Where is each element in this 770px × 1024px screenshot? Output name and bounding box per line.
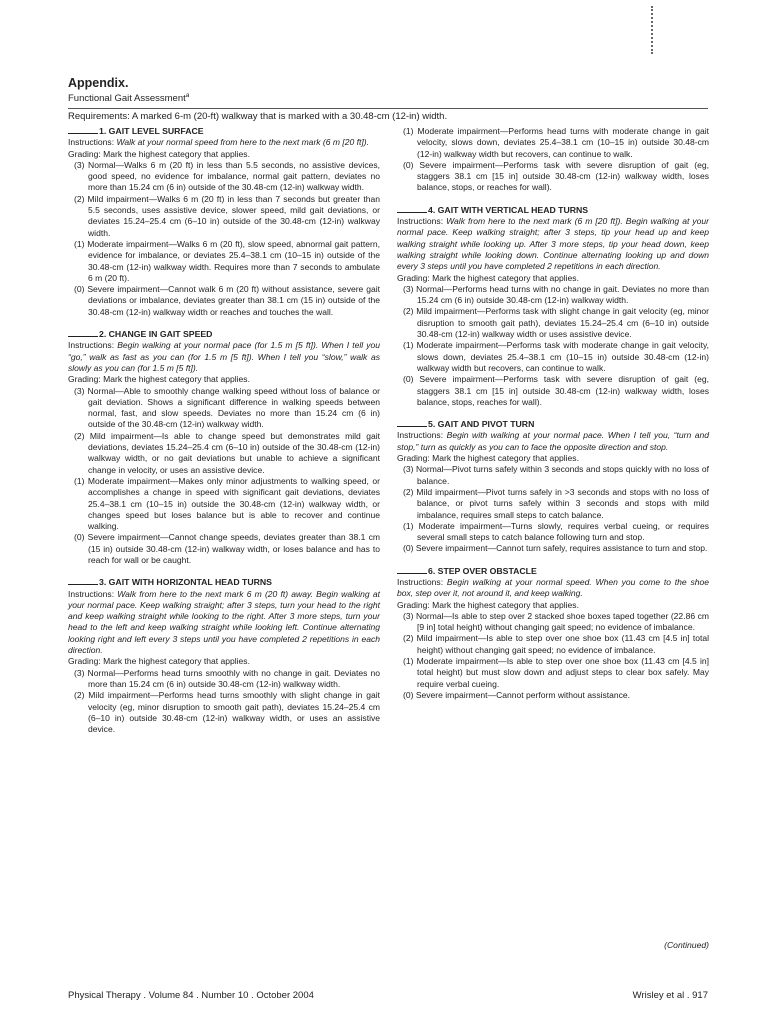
grade-level-3: (3) Normal—Performs head turns with no change in gait. Deviates no more than 15.24 cm (6 in) outside 30.48-cm (12-in) walkway width. [403, 283, 709, 306]
grade-level-3: (3) Normal—Pivot turns safely within 3 seconds and stops quickly with no loss of balance. [403, 464, 709, 486]
right-column [397, 126, 709, 701]
grading-line: Grading: Mark the highest category that applies. [397, 272, 579, 283]
grading-line: Grading: Mark the highest category that applies. [397, 599, 579, 610]
continued-label: (Continued) [664, 940, 709, 950]
grade-level-1: (1) Moderate impairment—Performs task with moderate change in gait velocity, slows down, deviates 25.4–38.1 cm (10–15 in) outside 30.48-cm (12-in) walkway width but recovers, can continue to walk. [403, 340, 709, 373]
grade-level-3: (3) Normal—Able to smoothly change walking speed without loss of balance or gait deviation. Shows a significant difference in walking speeds between normal, fast, and slow speeds. Deviates no more than 15.24 cm (6 in) outside of the 30.48-cm (12-in) walkway width. [74, 385, 380, 430]
grade-level-1: (1) Moderate impairment—Turns slowly, requires verbal cueing, or requires several small steps to catch balance following turn and stop. [403, 520, 709, 543]
footnote-marker: a [185, 92, 190, 99]
section-heading-text: 4. GAIT WITH VERTICAL HEAD TURNS [428, 204, 589, 215]
section-change-in-gait-speed [68, 329, 380, 566]
section-step-over-obstacle [397, 566, 709, 702]
grading-line: Grading: Mark the highest category that applies. [68, 656, 250, 667]
header-rule [68, 108, 708, 109]
grade-level-0: (0) Severe impairment—Cannot change speeds, deviates greater than 38.1 cm (15 in) outside 30.48-cm (12-in) walkway width, or loses balance and has to reach for wall or be caught. [74, 532, 380, 565]
grade-level-3: (3) Normal—Performs head turns smoothly with no change in gait. Deviates no more than 15.24 cm (6 in) outside 30.48-cm (12-in) walkway width. [74, 667, 380, 689]
instructions-text: Begin walking at your normal pace (for 1.5 m [5 ft]). When I tell you “go,” walk as fast as you can (for 1.5 m [5 ft]). When I tell you “slow,” walk as slowly as you can (for 1.5 m [5 ft]). [68, 340, 381, 373]
grade-level-3: (3) Normal—Walks 6 m (20 ft) in less than 5.5 seconds, no assistive devices, good speed, no evidence for imbalance, normal gait pattern, deviates no more than 15.24 cm (6 in) outside of the 30.48-cm (12-in) walkway width. [74, 159, 380, 193]
instructions-label: Instructions: [68, 588, 118, 599]
section-vertical-head-turns [397, 205, 709, 408]
appendix-title: Appendix. [68, 76, 129, 90]
section-heading [397, 205, 709, 216]
instructions [397, 430, 709, 453]
grade-level-1: (1) Moderate impairment—Walks 6 m (20 ft), slow speed, abnormal gait pattern, evidence for imbalance, or deviates 25.4–38.1 cm (10–15 in) outside of the 30.48-cm (12-in) walkway width. Requires more than 7 seconds to ambulate 6 m (20 ft). [74, 238, 380, 283]
grade-level-0: (0) Severe impairment—Performs task with severe disruption of gait (eg, staggers 38.1 cm [15 in] outside 30.48-cm (12-in) walkway width, loses balance, stops, reaches for wall). [403, 374, 709, 407]
grade-level-3: (3) Normal—Is able to step over 2 stacked shoe boxes taped together (22.86 cm [9 in] total height) without changing gait speed; no evidence of imbalance. [403, 610, 709, 633]
grade-level-0: (0) Severe impairment—Cannot perform without assistance. [403, 689, 631, 700]
section-heading-text: 1. GAIT LEVEL SURFACE [99, 126, 204, 136]
instructions-text: Walk from here to the next mark 6 m (20 ft) away. Begin walking at your normal pace. Keep walking straight; after 3 steps, turn your head to the right and keep walking straight while looking to the right. After 3 more steps, turn your head to the left and keep walking straight while looking left. Continue alternating looking right and left every 3 steps until you have completed 2 repetitions in each direction. [68, 588, 380, 656]
section-gait-and-pivot-turn [397, 419, 709, 555]
instructions-text: Begin walking at your normal speed. When you come to the shoe box, step over it, not around it, and keep walking. [397, 576, 710, 599]
instructions-label: Instructions: [68, 137, 117, 148]
grading-line: Grading: Mark the highest category that applies. [397, 453, 579, 464]
section-gait-level-surface [68, 126, 380, 318]
instructions-text: Begin with walking at your normal pace. When I tell you, “turn and stop,” turn as quickly as you can to face the opposite direction and stop. [397, 430, 710, 452]
section-heading-text: 6. STEP OVER OBSTACLE [428, 565, 537, 576]
requirements-line: Requirements: A marked 6-m (20-ft) walkway that is marked with a 30.48-cm (12-in) width. [68, 111, 448, 123]
grade-level-0: (0) Severe impairment—Cannot walk 6 m (20 ft) without assistance, severe gait deviations or imbalance, deviates greater than 38.1 cm (15 in) outside of the 30.48-cm (12-in) walkway width or reaches and touches the wall. [74, 284, 380, 317]
instructions-label: Instructions: [397, 430, 447, 441]
instructions [68, 137, 380, 148]
grade-level-2: (2) Mild impairment—Performs task with slight change in gait velocity (eg, minor disruption to smooth gait path), deviates 15.24–25.4 cm (6–10 in) outside 30.48-cm (12-in) walkway width or uses assistive device. [403, 306, 709, 340]
instructions [397, 216, 709, 272]
grade-level-1: (1) Moderate impairment—Performs head turns with moderate change in gait velocity, slows down, deviates 25.4–38.1 cm (10–15 in) outside 30.48-cm (12-in) walkway width but recovers, can continue to walk. [403, 126, 709, 159]
instructions-label: Instructions: [397, 216, 447, 227]
dotted-cut-line [651, 6, 653, 54]
appendix-subtitle [68, 90, 708, 105]
instructions [68, 340, 380, 374]
grade-level-1: (1) Moderate impairment—Makes only minor adjustments to walking speed, or accomplishes a change in speed with significant gait deviations, deviates 25.4–38.1 cm (10–15 in) outside the 30.48-cm (12-in) walkway width, or changes speed but loses balance but is able to recover and continue walking. [74, 475, 380, 532]
score-blank[interactable] [397, 205, 427, 213]
section-heading [397, 419, 709, 430]
grade-level-0: (0) Severe impairment—Cannot turn safely, requires assistance to turn and stop. [403, 543, 708, 554]
score-blank[interactable] [397, 419, 427, 427]
subtitle-text: Functional Gait Assessment [68, 93, 186, 105]
section-horizontal-head-turns [68, 577, 380, 735]
grading-line: Grading: Mark the highest category that applies. [68, 148, 250, 159]
instructions-label: Instructions: [68, 340, 118, 351]
grade-level-2: (2) Mild impairment—Is able to change speed but demonstrates mild gait deviations, deviates 15.24–25.4 cm (6–10 in) outside of the 30.48-cm (12-in) walkway width, or no gait deviations but unable to achieve a significant change in velocity, or uses an assistive device. [74, 430, 380, 475]
section-heading [68, 126, 380, 137]
grade-level-0: (0) Severe impairment—Performs task with severe disruption of gait (eg, staggers 38.1 cm [15 in] outside 30.48-cm (12-in) walkway width, loses balance, stops, or reaches for wall). [403, 159, 709, 193]
instructions-text: Walk at your normal speed from here to the next mark (6 m [20 ft]). [116, 137, 370, 148]
section-heading [68, 329, 380, 340]
footer-journal: Physical Therapy . Volume 84 . Number 10 . October 2004 [68, 990, 314, 1001]
instructions [397, 577, 709, 600]
section-heading [397, 566, 709, 577]
score-blank[interactable] [68, 329, 98, 337]
section-heading-text: 5. GAIT AND PIVOT TURN [428, 419, 535, 430]
section-horizontal-head-turns-continued [397, 126, 709, 194]
grade-level-2: (2) Mild impairment—Is able to step over one shoe box (11.43 cm [4.5 in] total height) without changing gait speed; no evidence of imbalance. [403, 633, 709, 655]
grade-level-2: (2) Mild impairment—Pivot turns safely in >3 seconds and stops with no loss of balance, or pivot turns safely within 3 seconds and stops with mild imbalance, requires small steps to catch balance. [403, 486, 709, 520]
instructions [68, 589, 380, 657]
instructions-label: Instructions: [397, 576, 447, 587]
grade-level-1: (1) Moderate impairment—Is able to step over one shoe box (11.43 cm [4.5 in] total height) but must slow down and adjust steps to clear box safely. May require verbal cueing. [403, 656, 709, 689]
score-blank[interactable] [397, 566, 427, 574]
appendix-header [68, 76, 708, 123]
instructions-text: Walk from here to the next mark (6 m [20 ft]). Begin walking at your normal pace. Keep walking straight; after 3 steps, tip your head up and keep walking straight while looking up. After 3 more steps, tip your head down, keep walking straight while looking down. Continue alternating looking up and down every 3 steps until you have completed 2 repetitions in each direction. [397, 216, 709, 272]
section-heading-text: 2. CHANGE IN GAIT SPEED [99, 329, 213, 340]
grading-line: Grading: Mark the highest category that applies. [68, 374, 250, 385]
section-heading [68, 577, 380, 588]
footer-page: Wrisley et al . 917 [632, 990, 708, 1001]
score-blank[interactable] [68, 126, 98, 134]
grade-level-2: (2) Mild impairment—Performs head turns smoothly with slight change in gait velocity (eg, minor disruption to smooth gait path), deviates 15.24–25.4 cm (6–10 in) outside 30.48-cm (12-in) walkway width, or uses an assistive device. [74, 690, 380, 735]
score-blank[interactable] [68, 577, 98, 585]
section-heading-text: 3. GAIT WITH HORIZONTAL HEAD TURNS [99, 577, 272, 588]
left-column [68, 126, 380, 735]
grade-level-2: (2) Mild impairment—Walks 6 m (20 ft) in less than 7 seconds but greater than 5.5 seconds, uses assistive device, slower speed, mild gait deviations, or deviates 15.24–25.4 cm (6–10 in) outside of the 30.48-cm (12-in) walkway width. [74, 193, 380, 238]
